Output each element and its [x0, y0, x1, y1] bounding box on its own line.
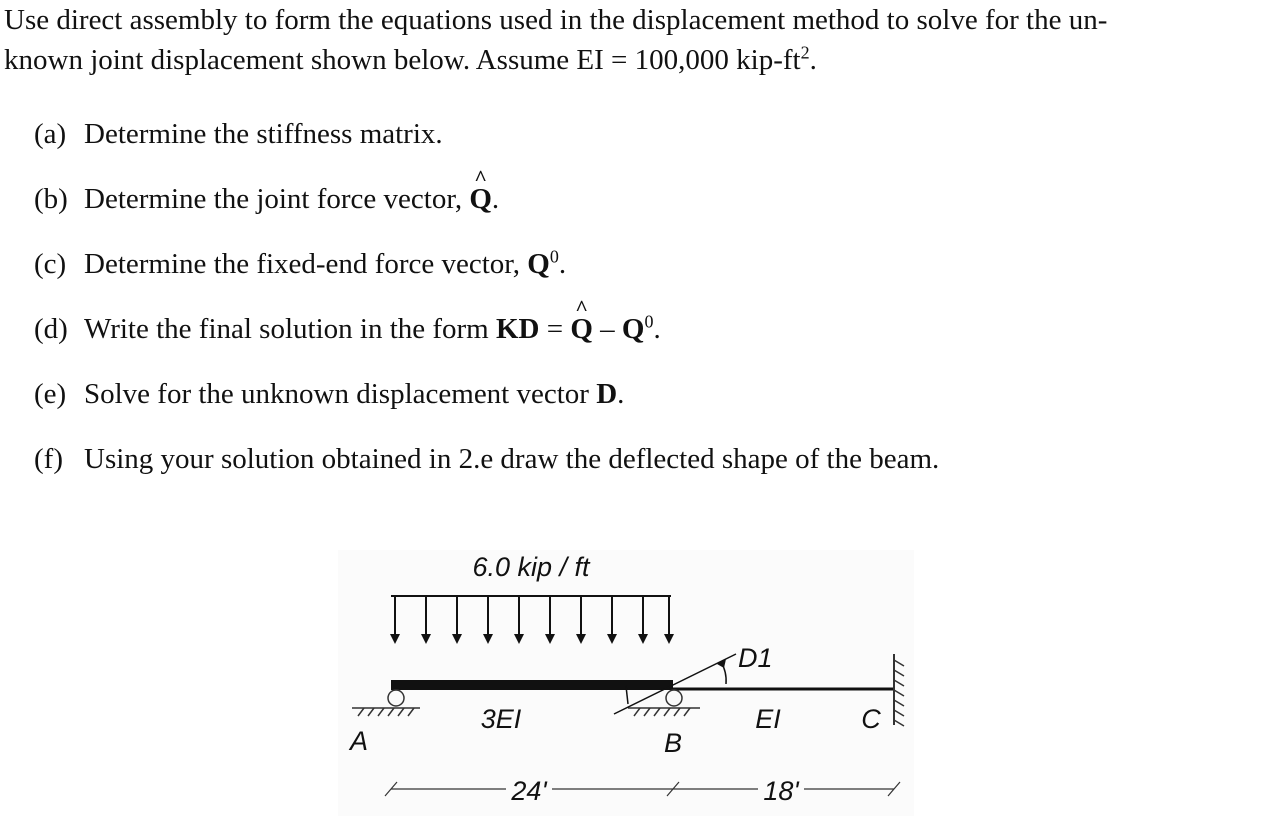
part-b: (b) Determine the joint force vector, ^ Q.	[34, 183, 499, 216]
node-b-label: B	[663, 728, 683, 758]
part-d-label: (d)	[34, 313, 68, 345]
part-f-text: Using your solution obtained in 2.e draw the deflected shape of the beam.	[84, 443, 940, 475]
node-c-label: C	[861, 704, 881, 734]
part-f	[34, 443, 939, 476]
kd-symbol: KD	[496, 313, 540, 345]
beam-ab	[391, 680, 673, 690]
span-ab-label: 24'	[511, 776, 547, 806]
part-b-label: (b)	[34, 183, 68, 215]
q-hat-symbol: ^ Q	[570, 313, 593, 346]
ei-left-label: 3EI	[480, 704, 522, 734]
part-e-text: Solve for the unknown displacement vector	[84, 378, 597, 410]
part-c-label: (c)	[34, 248, 67, 280]
part-a-text: Determine the stiffness matrix.	[84, 118, 443, 150]
part-a-label: (a)	[34, 118, 67, 150]
part-e-label: (e)	[34, 378, 67, 410]
d-symbol: D	[596, 378, 618, 410]
part-d: (d) Write the final solution in the form KD = ^ Q – $Q^0$.	[34, 313, 661, 346]
ei-right-label: EI	[755, 704, 781, 734]
part-a	[34, 118, 443, 151]
part-b-text: Determine the joint force vector,	[84, 183, 470, 215]
span-bc-label: 18'	[763, 776, 799, 806]
beam-figure	[338, 550, 914, 816]
d1-label: D1	[738, 643, 773, 673]
q-hat-symbol: ^ Q	[469, 183, 492, 216]
part-c: (c) Determine the fixed-end force vector, $Q^0$.	[34, 246, 567, 280]
part-c-text: Determine the fixed-end force vector,	[84, 248, 528, 280]
part-f-label: (f)	[34, 443, 63, 475]
part-e: (e) Solve for the unknown displacement vector D.	[34, 378, 625, 410]
problem-line-1: Use direct assembly to form the equations used in the displacement method to solve for the un-	[4, 4, 1108, 36]
problem-statement	[4, 0, 1266, 80]
node-a-label: A	[349, 726, 369, 756]
problem-line-2: known joint displacement shown below. Assume EI = 100,000 kip-$ft^2$.	[4, 42, 817, 76]
q0-symbol: Q	[621, 313, 645, 345]
q0-symbol: Q	[527, 248, 550, 280]
load-label: 6.0 kip / ft	[472, 552, 590, 582]
part-d-text: Write the final solution in the form	[84, 313, 496, 345]
